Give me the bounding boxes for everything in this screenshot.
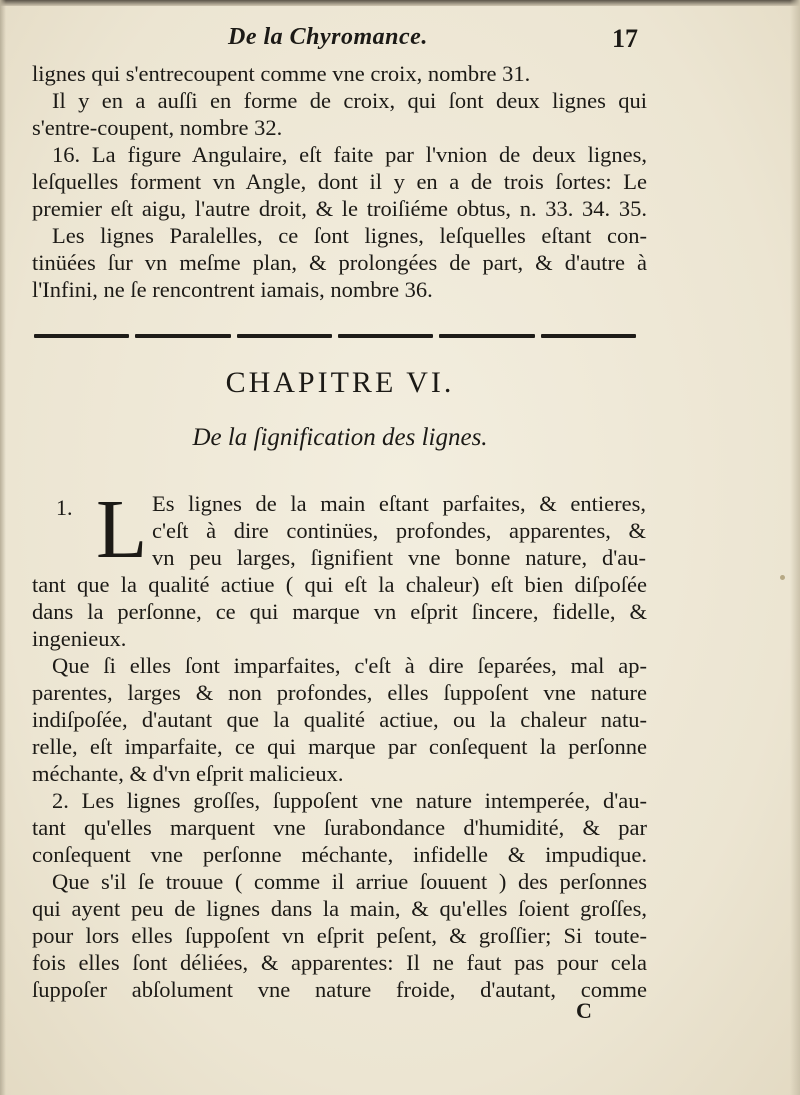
text-line: c'eſt à dire continües, profondes, apparentes, & <box>152 518 646 543</box>
text-line: lignes qui s'entrecoupent comme vne croix, nombre 31. <box>32 61 531 86</box>
text-line: vn peu larges, ſignifient vne bonne nature, d'au- <box>152 545 646 570</box>
text-line: indiſpoſée, d'autant que la qualité actiue, ou la chaleur natu- <box>32 707 647 732</box>
page-top-edge <box>0 0 800 6</box>
text-line: fois elles ſont déliées, & apparentes: Il ne faut pas pour cela <box>32 950 647 975</box>
text-line: pour lors elles ſuppoſent vn eſprit peſent, & groſſier; Si toute- <box>32 923 647 948</box>
body-text <box>32 571 647 1003</box>
catchword: C <box>576 998 592 1023</box>
text-line: relle, eſt imparfaite, ce qui marque par conſequent la perſonne <box>32 734 647 759</box>
page-right-shadow <box>790 0 800 1095</box>
rule-segment <box>541 334 636 338</box>
text-line: leſquelles forment vn Angle, dont il y en a de trois ſortes: Le <box>32 169 647 194</box>
text-line: s'entre-coupent, nombre 32. <box>32 115 283 140</box>
rule-segment <box>338 334 433 338</box>
text-line: Il y en a auſſi en forme de croix, qui ſont deux lignes qui <box>52 88 647 113</box>
text-line: l'Infini, ne ſe rencontrent iamais, nombre 36. <box>32 277 433 302</box>
text-line: Que ſi elles ſont imparfaites, c'eſt à dire ſeparées, mal ap- <box>52 653 647 678</box>
text-line: premier eſt aigu, l'autre droit, & le troiſiéme obtus, n. 33. 34. 35. <box>32 196 647 221</box>
text-line: parentes, larges & non profondes, elles ſuppoſent vne nature <box>32 680 647 705</box>
paragraph-number: 1. <box>56 495 73 520</box>
chapter-subtitle: De la ſignification des lignes. <box>192 424 488 451</box>
ornamental-rule <box>34 334 636 339</box>
chapter-title: CHAPITRE VI. <box>225 366 455 399</box>
ink-blot <box>780 575 785 580</box>
text-line: dans la perſonne, ce qui marque vn eſprit ſincere, fidelle, & <box>32 599 647 624</box>
section-top-text <box>32 60 647 303</box>
rule-segment <box>439 334 534 338</box>
page-left-shadow <box>0 0 6 1095</box>
text-line: ingenieux. <box>32 626 127 651</box>
text-line: tant que la qualité actiue ( qui eſt la chaleur) eſt bien diſpoſée <box>32 572 647 597</box>
drop-cap: L <box>96 483 148 576</box>
text-line: 2. Les lignes groſſes, ſuppoſent vne nature intemperée, d'au- <box>52 788 647 813</box>
text-line: Es lignes de la main eſtant parfaites, & entieres, <box>152 491 646 516</box>
text-line: tant qu'elles marquent vne ſurabondance d'humidité, & par <box>32 815 647 840</box>
text-line: 16. La figure Angulaire, eſt faite par l'vnion de deux lignes, <box>52 142 647 167</box>
text-line: méchante, & d'vn eſprit malicieux. <box>32 761 344 786</box>
text-line: conſequent vne perſonne méchante, infidelle & impudique. <box>32 842 647 867</box>
text-line: tinüées ſur vn meſme plan, & prolongées de part, & d'autre à <box>32 250 647 275</box>
text-line: Que s'il ſe trouue ( comme il arriue ſouuent ) des perſonnes <box>52 869 647 894</box>
running-head: De la Chyromance. <box>228 24 428 50</box>
text-line: qui ayent peu de lignes dans la main, & qu'elles ſoient groſſes, <box>32 896 647 921</box>
rule-segment <box>237 334 332 338</box>
rule-segment <box>34 334 129 338</box>
page-number: 17 <box>612 24 638 53</box>
text-line: Les lignes Paralelles, ce ſont lignes, leſquelles eſtant con- <box>52 223 647 248</box>
rule-segment <box>135 334 230 338</box>
text-line: ſuppoſer abſolument vne nature froide, d'autant, comme <box>32 977 647 1002</box>
body-first-lines <box>152 490 646 571</box>
